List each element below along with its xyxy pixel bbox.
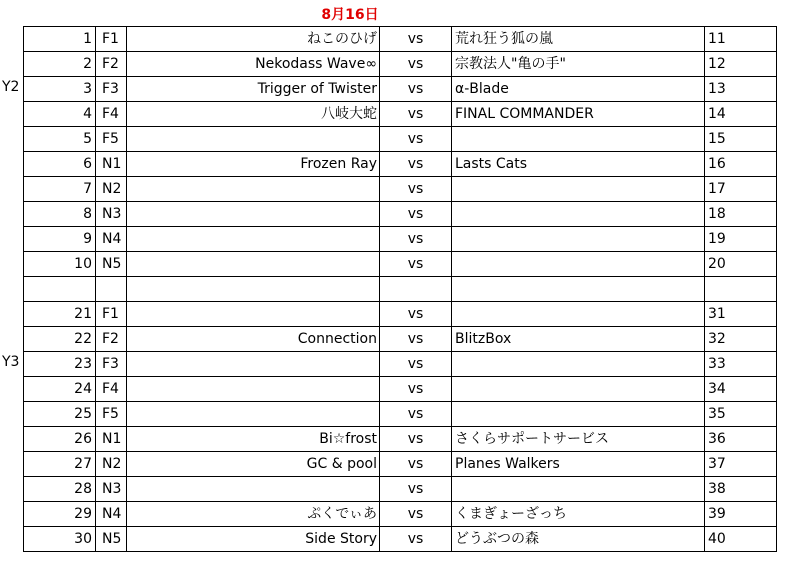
team-a-cell[interactable] — [127, 377, 380, 402]
team-b-cell[interactable] — [452, 302, 705, 327]
team-b-cell[interactable]: くまぎょーざっち — [452, 502, 705, 527]
team-b-cell[interactable] — [452, 402, 705, 427]
team-b-cell[interactable]: Lasts Cats — [452, 152, 705, 177]
court-number-cell[interactable]: 36 — [705, 427, 777, 452]
vs-cell[interactable]: vs — [380, 252, 452, 277]
vs-cell[interactable]: vs — [380, 452, 452, 477]
group-label-y2: Y2 — [2, 79, 20, 95]
bracket-code-cell[interactable]: F2 — [96, 327, 127, 352]
team-b-cell[interactable]: 宗教法人"亀の手" — [452, 52, 705, 77]
table-row — [24, 152, 777, 177]
vs-cell[interactable]: vs — [380, 77, 452, 102]
team-b-cell[interactable]: α-Blade — [452, 77, 705, 102]
match-number-cell[interactable]: 25 — [24, 402, 96, 427]
table-row — [24, 227, 777, 252]
team-a-cell[interactable]: Connection — [127, 327, 380, 352]
match-number-cell[interactable]: 7 — [24, 177, 96, 202]
team-b-cell[interactable]: FINAL COMMANDER — [452, 102, 705, 127]
team-b-cell[interactable]: どうぶつの森 — [452, 527, 705, 552]
bracket-code-cell[interactable]: N1 — [96, 427, 127, 452]
match-number-cell[interactable]: 24 — [24, 377, 96, 402]
match-number-cell[interactable]: 5 — [24, 127, 96, 152]
match-number-cell[interactable]: 2 — [24, 52, 96, 77]
vs-cell[interactable]: vs — [380, 227, 452, 252]
team-a-cell[interactable] — [127, 302, 380, 327]
team-a-cell[interactable] — [127, 127, 380, 152]
bracket-code-cell[interactable]: N2 — [96, 177, 127, 202]
court-number-cell[interactable]: 31 — [705, 302, 777, 327]
bracket-code-cell[interactable]: F1 — [96, 27, 127, 52]
table-row — [24, 202, 777, 227]
match-number-cell[interactable]: 9 — [24, 227, 96, 252]
table-row — [24, 102, 777, 127]
bracket-code-cell[interactable]: N5 — [96, 252, 127, 277]
court-number-cell[interactable]: 32 — [705, 327, 777, 352]
team-a-cell[interactable]: ねこのひげ — [127, 27, 380, 52]
table-row — [24, 427, 777, 452]
team-b-cell[interactable] — [452, 177, 705, 202]
bracket-code-cell[interactable]: N3 — [96, 202, 127, 227]
team-a-cell[interactable] — [127, 202, 380, 227]
team-b-cell[interactable] — [452, 377, 705, 402]
table-row — [24, 377, 777, 402]
court-number-cell[interactable]: 14 — [705, 102, 777, 127]
table-row — [24, 177, 777, 202]
vs-cell[interactable]: vs — [380, 102, 452, 127]
team-a-cell[interactable] — [127, 402, 380, 427]
vs-cell[interactable] — [380, 277, 452, 302]
team-a-cell[interactable]: 八岐大蛇 — [127, 102, 380, 127]
team-a-cell[interactable]: ぷくでぃあ — [127, 502, 380, 527]
court-number-cell[interactable]: 16 — [705, 152, 777, 177]
bracket-code-cell[interactable] — [96, 277, 127, 302]
match-number-cell[interactable]: 10 — [24, 252, 96, 277]
bracket-code-cell[interactable]: N1 — [96, 152, 127, 177]
table-row — [24, 352, 777, 377]
match-number-cell[interactable]: 28 — [24, 477, 96, 502]
vs-cell[interactable]: vs — [380, 402, 452, 427]
match-number-cell[interactable]: 27 — [24, 452, 96, 477]
court-number-cell[interactable] — [705, 277, 777, 302]
bracket-code-cell[interactable]: F3 — [96, 352, 127, 377]
bracket-code-cell[interactable]: F5 — [96, 402, 127, 427]
vs-cell[interactable]: vs — [380, 52, 452, 77]
match-number-cell[interactable]: 23 — [24, 352, 96, 377]
court-number-cell[interactable]: 35 — [705, 402, 777, 427]
court-number-cell[interactable]: 19 — [705, 227, 777, 252]
table-row — [24, 402, 777, 427]
team-a-cell[interactable] — [127, 352, 380, 377]
match-number-cell[interactable]: 30 — [24, 527, 96, 552]
bracket-code-cell[interactable]: F4 — [96, 377, 127, 402]
group-label-y3: Y3 — [2, 354, 20, 370]
bracket-code-cell[interactable]: F1 — [96, 302, 127, 327]
table-row — [24, 302, 777, 327]
schedule-table — [23, 26, 777, 552]
court-number-cell[interactable]: 40 — [705, 527, 777, 552]
bracket-code-cell[interactable]: F3 — [96, 77, 127, 102]
court-number-cell[interactable]: 18 — [705, 202, 777, 227]
bracket-code-cell[interactable]: N4 — [96, 502, 127, 527]
table-row — [24, 527, 777, 552]
court-number-cell[interactable]: 17 — [705, 177, 777, 202]
vs-cell[interactable]: vs — [380, 352, 452, 377]
bracket-code-cell[interactable]: F5 — [96, 127, 127, 152]
court-number-cell[interactable]: 37 — [705, 452, 777, 477]
page-title: 8月16日 — [321, 7, 379, 23]
table-row — [24, 327, 777, 352]
bracket-code-cell[interactable]: F4 — [96, 102, 127, 127]
court-number-cell[interactable]: 39 — [705, 502, 777, 527]
vs-cell[interactable]: vs — [380, 27, 452, 52]
team-a-cell[interactable]: Frozen Ray — [127, 152, 380, 177]
bracket-code-cell[interactable]: F2 — [96, 52, 127, 77]
court-number-cell[interactable]: 33 — [705, 352, 777, 377]
court-number-cell[interactable]: 11 — [705, 27, 777, 52]
match-number-cell[interactable]: 22 — [24, 327, 96, 352]
vs-cell[interactable]: vs — [380, 427, 452, 452]
table-row — [24, 52, 777, 77]
vs-cell[interactable]: vs — [380, 377, 452, 402]
team-b-cell[interactable] — [452, 352, 705, 377]
team-b-cell[interactable]: BlitzBox — [452, 327, 705, 352]
court-number-cell[interactable]: 34 — [705, 377, 777, 402]
table-row — [24, 452, 777, 477]
team-b-cell[interactable]: Planes Walkers — [452, 452, 705, 477]
team-b-cell[interactable]: 荒れ狂う狐の嵐 — [452, 27, 705, 52]
team-a-cell[interactable] — [127, 177, 380, 202]
team-a-cell[interactable]: Bi☆frost — [127, 427, 380, 452]
vs-cell[interactable]: vs — [380, 477, 452, 502]
bracket-code-cell[interactable]: N4 — [96, 227, 127, 252]
bracket-code-cell[interactable]: N2 — [96, 452, 127, 477]
court-number-cell[interactable]: 12 — [705, 52, 777, 77]
team-a-cell[interactable] — [127, 277, 380, 302]
team-b-cell[interactable] — [452, 127, 705, 152]
vs-cell[interactable]: vs — [380, 502, 452, 527]
team-a-cell[interactable]: Side Story — [127, 527, 380, 552]
vs-cell[interactable]: vs — [380, 302, 452, 327]
match-number-cell[interactable]: 8 — [24, 202, 96, 227]
team-a-cell[interactable] — [127, 252, 380, 277]
vs-cell[interactable]: vs — [380, 527, 452, 552]
team-a-cell[interactable] — [127, 227, 380, 252]
team-a-cell[interactable]: GC & pool — [127, 452, 380, 477]
bracket-code-cell[interactable]: N5 — [96, 527, 127, 552]
vs-cell[interactable]: vs — [380, 327, 452, 352]
schedule-body — [24, 27, 777, 552]
vs-cell[interactable]: vs — [380, 177, 452, 202]
vs-cell[interactable]: vs — [380, 152, 452, 177]
court-number-cell[interactable]: 15 — [705, 127, 777, 152]
court-number-cell[interactable]: 38 — [705, 477, 777, 502]
match-number-cell[interactable]: 21 — [24, 302, 96, 327]
vs-cell[interactable]: vs — [380, 202, 452, 227]
court-number-cell[interactable]: 13 — [705, 77, 777, 102]
team-a-cell[interactable] — [127, 477, 380, 502]
team-b-cell[interactable] — [452, 202, 705, 227]
match-number-cell[interactable]: 26 — [24, 427, 96, 452]
match-number-cell[interactable]: 1 — [24, 27, 96, 52]
table-row — [24, 477, 777, 502]
team-a-cell[interactable]: Trigger of Twister — [127, 77, 380, 102]
team-b-cell[interactable] — [452, 477, 705, 502]
court-number-cell[interactable]: 20 — [705, 252, 777, 277]
vs-cell[interactable]: vs — [380, 127, 452, 152]
match-number-cell[interactable]: 6 — [24, 152, 96, 177]
match-number-cell[interactable]: 3 — [24, 77, 96, 102]
team-a-cell[interactable]: Nekodass Wave∞ — [127, 52, 380, 77]
match-number-cell[interactable]: 4 — [24, 102, 96, 127]
match-number-cell[interactable] — [24, 277, 96, 302]
team-b-cell[interactable] — [452, 252, 705, 277]
match-number-cell[interactable]: 29 — [24, 502, 96, 527]
table-row — [24, 127, 777, 152]
table-row — [24, 77, 777, 102]
team-b-cell[interactable] — [452, 277, 705, 302]
table-row — [24, 252, 777, 277]
table-row — [24, 502, 777, 527]
table-row — [24, 27, 777, 52]
team-b-cell[interactable]: さくらサポートサービス — [452, 427, 705, 452]
table-row — [24, 277, 777, 302]
team-b-cell[interactable] — [452, 227, 705, 252]
bracket-code-cell[interactable]: N3 — [96, 477, 127, 502]
